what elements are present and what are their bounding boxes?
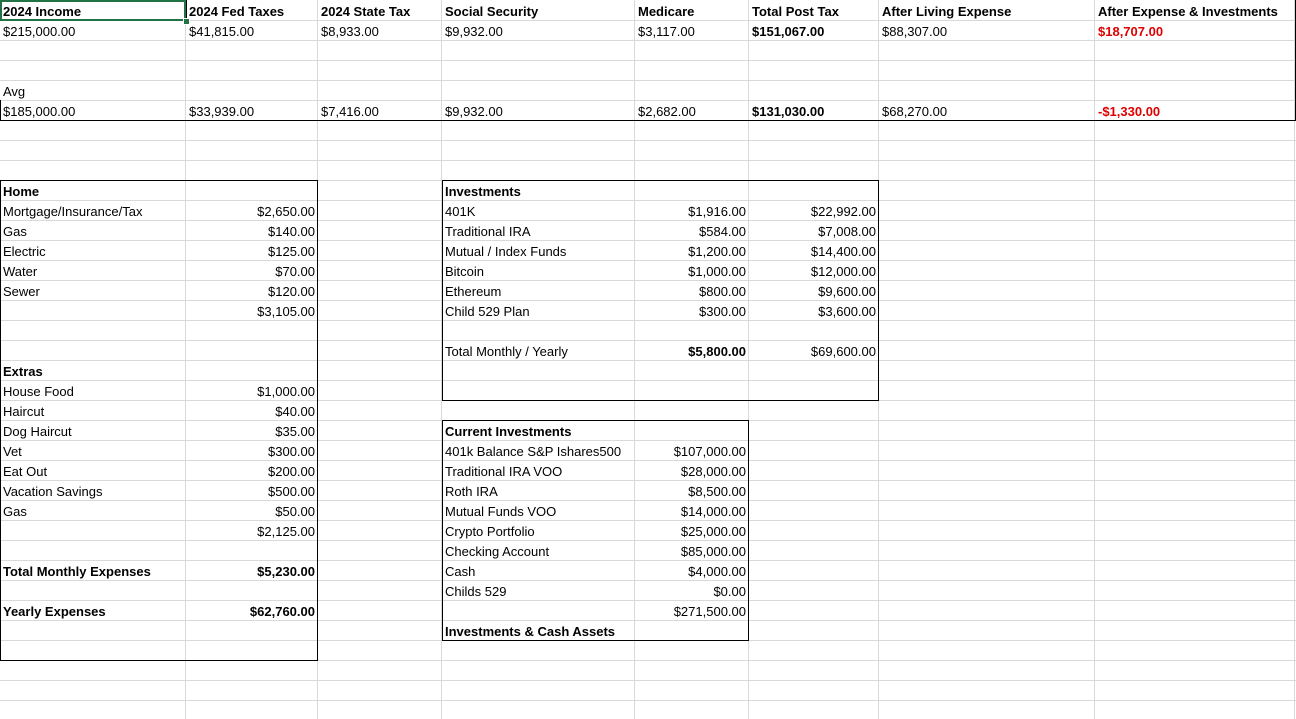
current-investments-title[interactable]: Current Investments xyxy=(445,424,572,439)
investment-monthly[interactable]: $1,200.00 xyxy=(688,244,746,259)
extras-item-label[interactable]: Vet xyxy=(3,444,22,459)
column-gridline xyxy=(1294,0,1295,719)
investment-label[interactable]: Mutual / Index Funds xyxy=(445,244,567,259)
row-gridline xyxy=(0,660,1296,661)
income-2024-value[interactable]: $3,117.00 xyxy=(638,24,695,39)
investment-monthly[interactable]: $1,000.00 xyxy=(688,264,746,279)
header-after-expense-investments[interactable]: After Expense & Investments xyxy=(1098,4,1278,19)
investment-yearly[interactable]: $7,008.00 xyxy=(818,224,876,239)
extras-item-label[interactable]: House Food xyxy=(3,384,74,399)
current-investment-label[interactable]: Cash xyxy=(445,564,476,579)
extras-item-label[interactable]: Vacation Savings xyxy=(3,484,103,499)
home-item-value[interactable]: $70.00 xyxy=(275,264,315,279)
current-investment-value[interactable]: $0.00 xyxy=(713,584,746,599)
home-item-value[interactable]: $120.00 xyxy=(268,284,315,299)
investment-yearly[interactable]: $9,600.00 xyxy=(818,284,876,299)
home-item-label[interactable]: Mortgage/Insurance/Tax xyxy=(3,204,143,219)
investment-yearly[interactable]: $22,992.00 xyxy=(810,204,876,219)
home-item-label[interactable]: Water xyxy=(3,264,38,279)
investments-cash-assets-label[interactable]: Investments & Cash Assets xyxy=(445,624,616,639)
row-gridline xyxy=(0,680,1296,681)
extras-item-value[interactable]: $500.00 xyxy=(268,484,315,499)
header-fed-taxes[interactable]: 2024 Fed Taxes xyxy=(189,4,285,19)
current-investment-label[interactable]: 401k Balance S&P Ishares500 xyxy=(445,444,622,459)
extras-item-label[interactable]: Gas xyxy=(3,504,27,519)
header-social-security[interactable]: Social Security xyxy=(445,4,539,19)
current-investment-value[interactable]: $85,000.00 xyxy=(680,544,746,559)
extras-item-value[interactable]: $1,000.00 xyxy=(257,384,315,399)
total-monthly-value[interactable]: $5,230.00 xyxy=(257,564,315,579)
extras-item-value[interactable]: $40.00 xyxy=(275,404,315,419)
investment-label[interactable]: Ethereum xyxy=(445,284,502,299)
row-gridline xyxy=(0,700,1296,701)
investment-label[interactable]: Bitcoin xyxy=(445,264,485,279)
row-gridline xyxy=(0,180,1296,181)
extras-title[interactable]: Extras xyxy=(3,364,43,379)
current-investments-total[interactable]: $271,500.00 xyxy=(673,604,746,619)
investment-label[interactable]: Traditional IRA xyxy=(445,224,531,239)
investment-monthly[interactable]: $800.00 xyxy=(699,284,746,299)
income-2024-value[interactable]: $9,932.00 xyxy=(445,24,503,39)
current-investment-value[interactable]: $4,000.00 xyxy=(688,564,746,579)
home-total[interactable]: $3,105.00 xyxy=(257,304,315,319)
row-gridline xyxy=(0,160,1296,161)
investment-label[interactable]: 401K xyxy=(445,204,476,219)
investments-total-yearly[interactable]: $69,600.00 xyxy=(810,344,876,359)
home-item-value[interactable]: $140.00 xyxy=(268,224,315,239)
income-avg-value[interactable]: $7,416.00 xyxy=(321,104,379,119)
current-investment-value[interactable]: $28,000.00 xyxy=(680,464,746,479)
current-investment-value[interactable]: $107,000.00 xyxy=(673,444,746,459)
extras-item-value[interactable]: $50.00 xyxy=(275,504,315,519)
home-title[interactable]: Home xyxy=(3,184,40,199)
home-item-label[interactable]: Gas xyxy=(3,224,27,239)
current-investment-value[interactable]: $14,000.00 xyxy=(680,504,746,519)
header-total-post-tax[interactable]: Total Post Tax xyxy=(752,4,839,19)
investment-monthly[interactable]: $584.00 xyxy=(699,224,746,239)
extras-item-value[interactable]: $35.00 xyxy=(275,424,315,439)
extras-item-label[interactable]: Dog Haircut xyxy=(3,424,72,439)
extras-item-label[interactable]: Eat Out xyxy=(3,464,48,479)
current-investment-label[interactable]: Mutual Funds VOO xyxy=(445,504,557,519)
income-2024-value[interactable]: $88,307.00 xyxy=(882,24,948,39)
investment-yearly[interactable]: $14,400.00 xyxy=(810,244,876,259)
income-avg-value[interactable]: $131,030.00 xyxy=(752,104,825,119)
current-investment-label[interactable]: Childs 529 xyxy=(445,584,507,599)
current-investment-label[interactable]: Checking Account xyxy=(445,544,550,559)
income-avg-value[interactable]: $68,270.00 xyxy=(882,104,948,119)
home-item-value[interactable]: $125.00 xyxy=(268,244,315,259)
income-2024-value[interactable]: $215,000.00 xyxy=(3,24,76,39)
home-item-value[interactable]: $2,650.00 xyxy=(257,204,315,219)
home-item-label[interactable]: Electric xyxy=(3,244,46,259)
income-2024-value[interactable]: $18,707.00 xyxy=(1098,24,1164,39)
current-investment-label[interactable]: Crypto Portfolio xyxy=(445,524,535,539)
investments-total-monthly[interactable]: $5,800.00 xyxy=(688,344,746,359)
income-avg-value[interactable]: $9,932.00 xyxy=(445,104,503,119)
investment-yearly[interactable]: $12,000.00 xyxy=(810,264,876,279)
extras-item-value[interactable]: $300.00 xyxy=(268,444,315,459)
income-avg-value[interactable]: -$1,330.00 xyxy=(1098,104,1161,119)
income-avg-value[interactable]: $185,000.00 xyxy=(3,104,76,119)
header-2024-income[interactable]: 2024 Income xyxy=(3,4,82,19)
header-medicare[interactable]: Medicare xyxy=(638,4,695,19)
current-investment-label[interactable]: Traditional IRA VOO xyxy=(445,464,563,479)
row-gridline xyxy=(0,60,1296,61)
row-gridline xyxy=(0,640,1296,641)
row-gridline xyxy=(0,80,1296,81)
current-investment-value[interactable]: $25,000.00 xyxy=(680,524,746,539)
income-2024-value[interactable]: $8,933.00 xyxy=(321,24,379,39)
investment-yearly[interactable]: $3,600.00 xyxy=(818,304,876,319)
total-monthly-label[interactable]: Total Monthly Expenses xyxy=(3,564,151,579)
investment-monthly[interactable]: $300.00 xyxy=(699,304,746,319)
extras-item-value[interactable]: $200.00 xyxy=(268,464,315,479)
column-gridline xyxy=(441,0,442,719)
yearly-expenses-label[interactable]: Yearly Expenses xyxy=(3,604,106,619)
investments-title[interactable]: Investments xyxy=(445,184,521,199)
home-item-label[interactable]: Sewer xyxy=(3,284,40,299)
avg-label[interactable]: Avg xyxy=(3,84,26,99)
header-after-living-expense[interactable]: After Living Expense xyxy=(882,4,1012,19)
header-state-tax[interactable]: 2024 State Tax xyxy=(321,4,411,19)
current-investment-label[interactable]: Roth IRA xyxy=(445,484,498,499)
income-avg-value[interactable]: $33,939.00 xyxy=(189,104,255,119)
column-gridline xyxy=(1094,0,1095,719)
extras-item-label[interactable]: Haircut xyxy=(3,404,45,419)
income-avg-value[interactable]: $2,682.00 xyxy=(638,104,696,119)
current-investment-value[interactable]: $8,500.00 xyxy=(688,484,746,499)
investment-label[interactable]: Child 529 Plan xyxy=(445,304,530,319)
income-2024-value[interactable]: $151,067.00 xyxy=(752,24,825,39)
column-gridline xyxy=(878,0,879,719)
investments-total-label[interactable]: Total Monthly / Yearly xyxy=(445,344,568,359)
row-gridline xyxy=(0,140,1296,141)
investment-monthly[interactable]: $1,916.00 xyxy=(688,204,746,219)
yearly-expenses-value[interactable]: $62,760.00 xyxy=(249,604,315,619)
column-gridline xyxy=(317,0,318,719)
extras-total[interactable]: $2,125.00 xyxy=(257,524,315,539)
income-2024-value[interactable]: $41,815.00 xyxy=(189,24,255,39)
